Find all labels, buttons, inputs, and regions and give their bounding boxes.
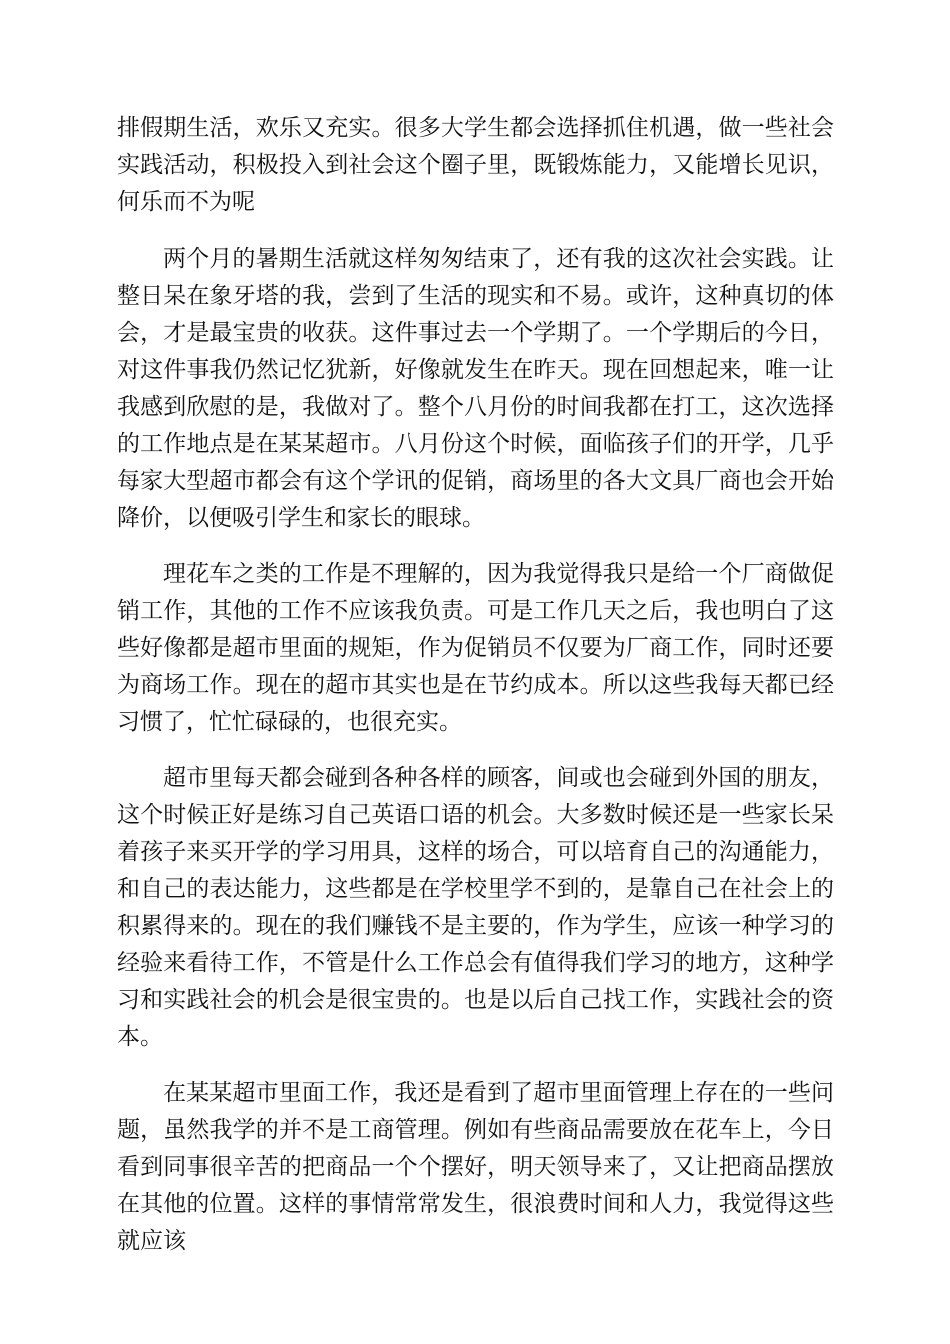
paragraph-2: 两个月的暑期生活就这样匆匆结束了，还有我的这次社会实践。让整日呆在象牙塔的我，尝到了生活的现实和不易。或许，这种真切的体会，才是最宝贵的收获。这件事过去一个学期了。一个学期后的今日，对这件事我仍然记忆犹新，好像就发生在昨天。现在回想起来，唯一让我感到欣慰的是，我做对了。整个八月份的时间我都在打工，这次选择的工作地点是在某某超市。八月份这个时候，面临孩子们的开学，几乎每家大型超市都会有这个学讯的促销，商场里的各大文具厂商也会开始降价，以便吸引学生和家长的眼球。 (117, 246, 834, 531)
document-body (117, 110, 834, 1279)
paragraph-4: 超市里每天都会碰到各种各样的顾客，间或也会碰到外国的朋友，这个时候正好是练习自己英语口语的机会。大多数时候还是一些家长呆着孩子来买开学的学习用具，这样的场合，可以培育自己的沟通能力，和自己的表达能力，这些都是在学校里学不到的，是靠自己在社会上的积累得来的。现在的我们赚钱不是主要的，作为学生，应该一种学习的经验来看待工作，不管是什么工作总会有值得我们学习的地方，这种学习和实践社会的机会是很宝贵的。也是以后自己找工作，实践社会的资本。 (117, 765, 834, 1050)
paragraph-1: 排假期生活，欢乐又充实。很多大学生都会选择抓住机遇，做一些社会实践活动，积极投入到社会这个圈子里，既锻炼能力，又能增长见识，何乐而不为呢 (117, 115, 834, 215)
paragraph-3: 理花车之类的工作是不理解的，因为我觉得我只是给一个厂商做促销工作，其他的工作不应该我负责。可是工作几天之后，我也明白了这些好像都是超市里面的规矩，作为促销员不仅要为厂商工作，同时还要为商场工作。现在的超市其实也是在节约成本。所以这些我每天都已经习惯了，忙忙碌碌的，也很充实。 (117, 561, 834, 735)
paragraph-5: 在某某超市里面工作，我还是看到了超市里面管理上存在的一些问题，虽然我学的并不是工商管理。例如有些商品需要放在花车上，今日看到同事很辛苦的把商品一个个摆好，明天领导来了，又让把商品摆放在其他的位置。这样的事情常常发生，很浪费时间和人力，我觉得这些就应该 (117, 1080, 834, 1254)
